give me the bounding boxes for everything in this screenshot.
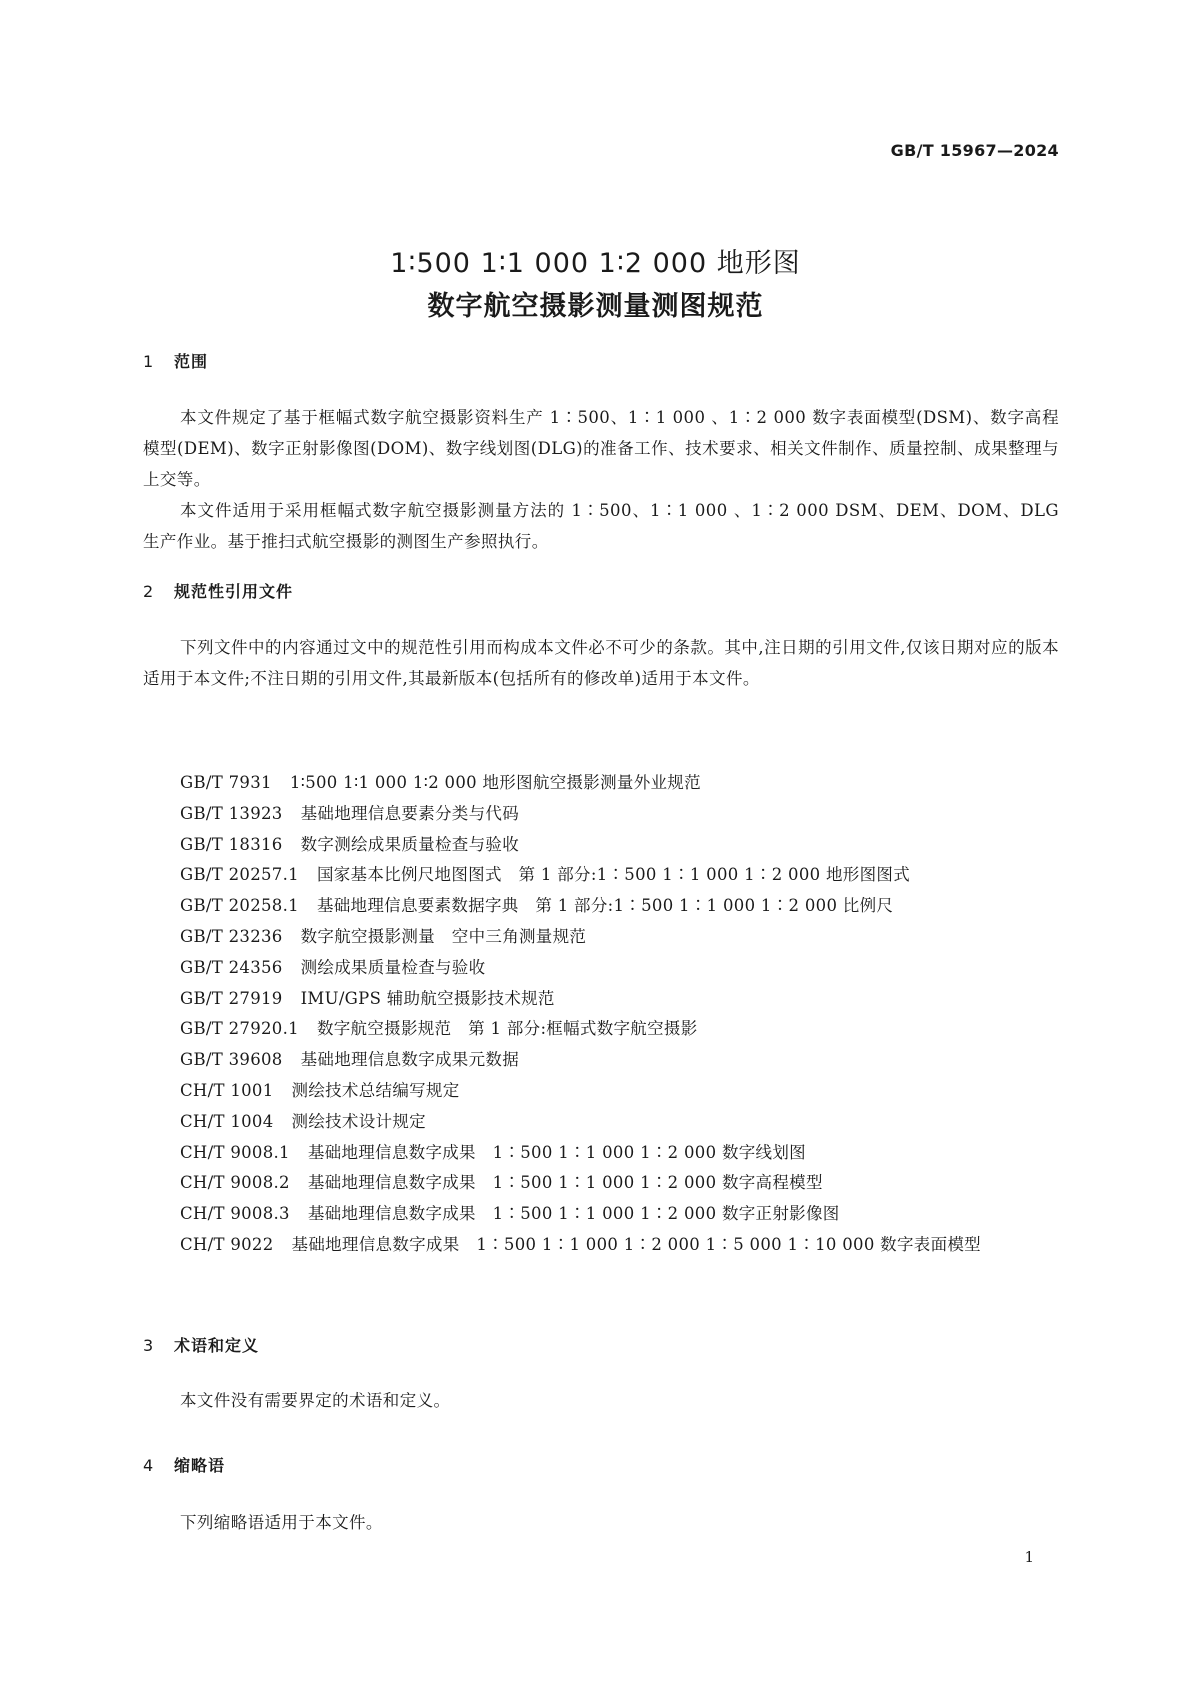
document-title-line-2: 数字航空摄影测量测图规范 xyxy=(427,291,764,322)
reference-title: 基础地理信息要素分类与代码 xyxy=(300,803,520,823)
reference-code: GB/T 7931 xyxy=(180,773,272,792)
section-title: 范围 xyxy=(174,352,209,371)
reference-code: GB/T 18316 xyxy=(180,834,283,854)
reference-title: 基础地理信息数字成果元数据 xyxy=(300,1050,520,1070)
reference-code: GB/T 20257.1 xyxy=(180,865,299,885)
reference-item xyxy=(143,1230,1059,1261)
section-1-paragraph-1: 本文件规定了基于框幅式数字航空摄影资料生产 1∶500、1∶1 000 、1∶2 000 数字表面模型(DSM)、数字高程模型(DEM)、数字正射影像图(DOM)、数字线划图(DLG)的准备工作、技术要求、相关文件制作、质量控制、成果整理与上交等。 xyxy=(143,408,1059,489)
section-2-heading xyxy=(143,579,293,602)
reference-item xyxy=(143,830,1059,861)
reference-item xyxy=(143,1168,1059,1199)
reference-code: CH/T 9008.3 xyxy=(180,1204,290,1224)
section-2-intro: 下列文件中的内容通过文中的规范性引用而构成本文件必不可少的条款。其中,注日期的引用文件,仅该日期对应的版本适用于本文件;不注日期的引用文件,其最新版本(包括所有的修改单)适用于本文件。 xyxy=(143,638,1059,688)
reference-item xyxy=(143,1199,1059,1230)
reference-title: 基础地理信息数字成果 1∶500 1∶1 000 1∶2 000 数字高程模型 xyxy=(307,1173,823,1193)
reference-title: 基础地理信息数字成果 1∶500 1∶1 000 1∶2 000 数字正射影像图 xyxy=(307,1204,840,1224)
reference-code: GB/T 23236 xyxy=(180,926,283,946)
reference-item xyxy=(143,891,1059,922)
reference-item xyxy=(143,953,1059,984)
document-title-line-1: 1∶500 1∶1 000 1∶2 000 地形图 xyxy=(390,248,801,279)
reference-code: CH/T 9008.2 xyxy=(180,1173,290,1193)
section-3-heading xyxy=(143,1333,259,1356)
reference-title: 基础地理信息数字成果 1∶500 1∶1 000 1∶2 000 数字线划图 xyxy=(307,1142,806,1162)
reference-title: 测绘技术设计规定 xyxy=(291,1111,426,1131)
reference-code: GB/T 27919 xyxy=(180,988,283,1008)
reference-title: 测绘技术总结编写规定 xyxy=(291,1080,460,1100)
reference-code: GB/T 39608 xyxy=(180,1050,283,1070)
reference-item xyxy=(143,799,1059,830)
reference-title: IMU/GPS 辅助航空摄影技术规范 xyxy=(300,988,555,1008)
section-number: 1 xyxy=(143,352,155,371)
reference-title: 基础地理信息数字成果 1∶500 1∶1 000 1∶2 000 1∶5 000 1∶10 000 数字表面模型 xyxy=(291,1234,981,1254)
section-title: 缩略语 xyxy=(174,1456,226,1475)
reference-code: GB/T 24356 xyxy=(180,957,283,977)
section-title: 术语和定义 xyxy=(174,1336,260,1355)
reference-code: GB/T 27920.1 xyxy=(180,1019,299,1039)
section-number: 4 xyxy=(143,1456,155,1475)
section-number: 3 xyxy=(143,1336,155,1355)
reference-code: GB/T 13923 xyxy=(180,803,283,823)
reference-item xyxy=(143,1045,1059,1076)
section-1-paragraph-2: 本文件适用于采用框幅式数字航空摄影测量方法的 1∶500、1∶1 000 、1∶2 000 DSM、DEM、DOM、DLG 生产作业。基于推扫式航空摄影的测图生产参照执行。 xyxy=(143,501,1059,551)
reference-title: 国家基本比例尺地图图式 第 1 部分:1∶500 1∶1 000 1∶2 000 地形图图式 xyxy=(316,865,910,885)
reference-title: 数字测绘成果质量检查与验收 xyxy=(300,834,520,854)
reference-item xyxy=(143,768,1059,799)
section-1-heading xyxy=(143,349,208,372)
section-4-heading xyxy=(143,1453,225,1476)
reference-item xyxy=(143,1107,1059,1138)
section-title: 规范性引用文件 xyxy=(174,582,294,601)
reference-code: CH/T 1004 xyxy=(180,1111,274,1131)
reference-item xyxy=(143,1014,1059,1045)
reference-code: GB/T 20258.1 xyxy=(180,896,299,916)
reference-code: CH/T 1001 xyxy=(180,1080,274,1100)
reference-code: CH/T 9022 xyxy=(180,1234,274,1254)
section-4-text: 下列缩略语适用于本文件。 xyxy=(180,1513,383,1532)
reference-title: 数字航空摄影测量 空中三角测量规范 xyxy=(300,926,587,946)
reference-item xyxy=(143,860,1059,891)
reference-item xyxy=(143,1076,1059,1107)
page-number: 1 xyxy=(1024,1548,1034,1566)
section-number: 2 xyxy=(143,582,155,601)
section-3-text: 本文件没有需要界定的术语和定义。 xyxy=(180,1391,451,1410)
reference-title: 基础地理信息要素数据字典 第 1 部分:1∶500 1∶1 000 1∶2 000 比例尺 xyxy=(316,896,894,916)
reference-item xyxy=(143,984,1059,1015)
reference-title: 1∶500 1∶1 000 1∶2 000 地形图航空摄影测量外业规范 xyxy=(289,773,701,792)
reference-title: 数字航空摄影规范 第 1 部分:框幅式数字航空摄影 xyxy=(316,1019,698,1039)
reference-list xyxy=(143,768,1059,1261)
reference-code: CH/T 9008.1 xyxy=(180,1142,290,1162)
reference-item xyxy=(143,1138,1059,1169)
reference-title: 测绘成果质量检查与验收 xyxy=(300,957,486,977)
reference-item xyxy=(143,922,1059,953)
standard-number: GB/T 15967—2024 xyxy=(890,141,1059,160)
